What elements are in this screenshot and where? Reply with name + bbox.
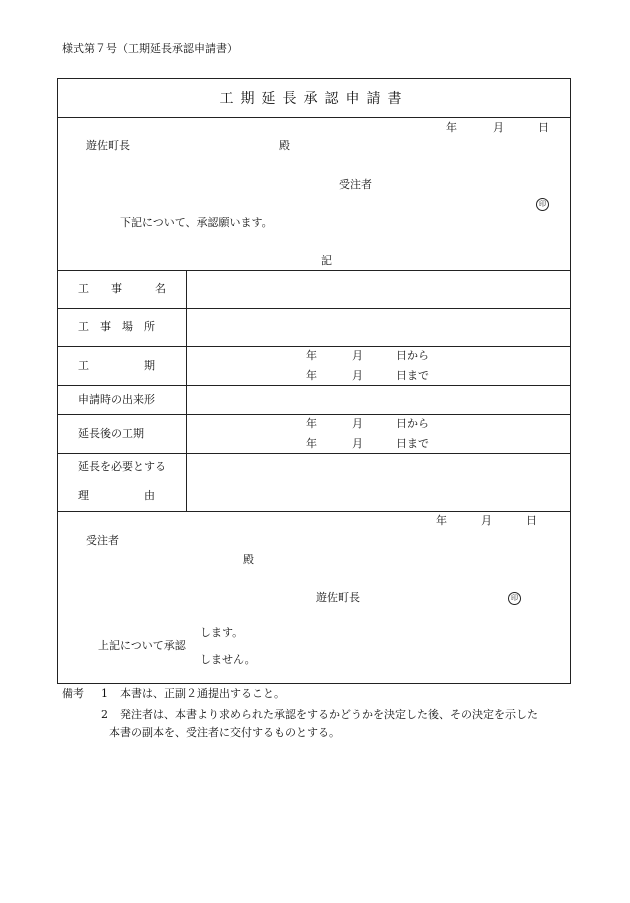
approval-prefix: 上記について承認 [98, 639, 186, 652]
divider [57, 414, 571, 415]
seal-icon: 印 [508, 591, 521, 605]
period-from-day: 日から [396, 349, 429, 362]
note-2-number: 2 [101, 708, 108, 721]
approval-recipient: 受注者 [86, 534, 119, 547]
approval-option-yes: します。 [200, 626, 244, 639]
honorific: 殿 [279, 139, 290, 152]
divider [57, 308, 571, 309]
label-work-name: 工 事 名 [78, 282, 166, 295]
ext-from-year: 年 [306, 417, 317, 430]
ext-from-month: 月 [352, 417, 363, 430]
request-message: 下記について、承認願います。 [120, 216, 273, 229]
period-from-year: 年 [306, 349, 317, 362]
request-date-day: 日 [538, 121, 549, 134]
notes-label: 備考 [62, 687, 84, 700]
divider [57, 453, 571, 454]
ext-to-day: 日まで [396, 437, 429, 450]
divider [57, 385, 571, 386]
divider [57, 511, 571, 512]
divider [57, 270, 571, 271]
approval-option-no: しません。 [200, 653, 256, 666]
request-date-month: 月 [493, 121, 504, 134]
period-to-year: 年 [306, 369, 317, 382]
seal-icon: 印 [536, 197, 549, 211]
divider [57, 346, 571, 347]
approval-date-month: 月 [481, 514, 492, 527]
ext-to-year: 年 [306, 437, 317, 450]
period-from-month: 月 [352, 349, 363, 362]
applicant-label: 受注者 [339, 178, 372, 191]
divider [57, 117, 571, 118]
note-2-text: 発注者は、本書より求められた承認をするかどうかを決定した後、その決定を示した [120, 708, 538, 721]
approval-issuer: 遊佐町長 [316, 591, 360, 604]
approval-honorific: 殿 [243, 553, 254, 566]
label-extended-period: 延長後の工期 [78, 427, 144, 440]
label-work-place: 工 事 場 所 [78, 320, 155, 333]
note-2-continuation: 本書の副本を、受注者に交付するものとする。 [109, 726, 340, 739]
ki-label: 記 [321, 254, 332, 267]
label-progress: 申請時の出来形 [78, 393, 155, 406]
ext-from-day: 日から [396, 417, 429, 430]
approval-date-year: 年 [436, 514, 447, 527]
period-to-month: 月 [352, 369, 363, 382]
column-divider [186, 270, 187, 511]
form-title: 工期延長承認申請書 [219, 91, 409, 107]
label-reason-2: 理 由 [78, 489, 155, 502]
addressee: 遊佐町長 [86, 139, 130, 152]
note-1-number: 1 [101, 687, 108, 700]
period-to-day: 日まで [396, 369, 429, 382]
request-date-year: 年 [446, 121, 457, 134]
label-reason-1: 延長を必要とする [78, 460, 166, 473]
ext-to-month: 月 [352, 437, 363, 450]
note-1-text: 本書は、正副２通提出すること。 [120, 687, 285, 700]
form-number-label: 様式第７号（工期延長承認申請書） [62, 42, 238, 55]
approval-date-day: 日 [526, 514, 537, 527]
label-period: 工 期 [78, 359, 155, 372]
